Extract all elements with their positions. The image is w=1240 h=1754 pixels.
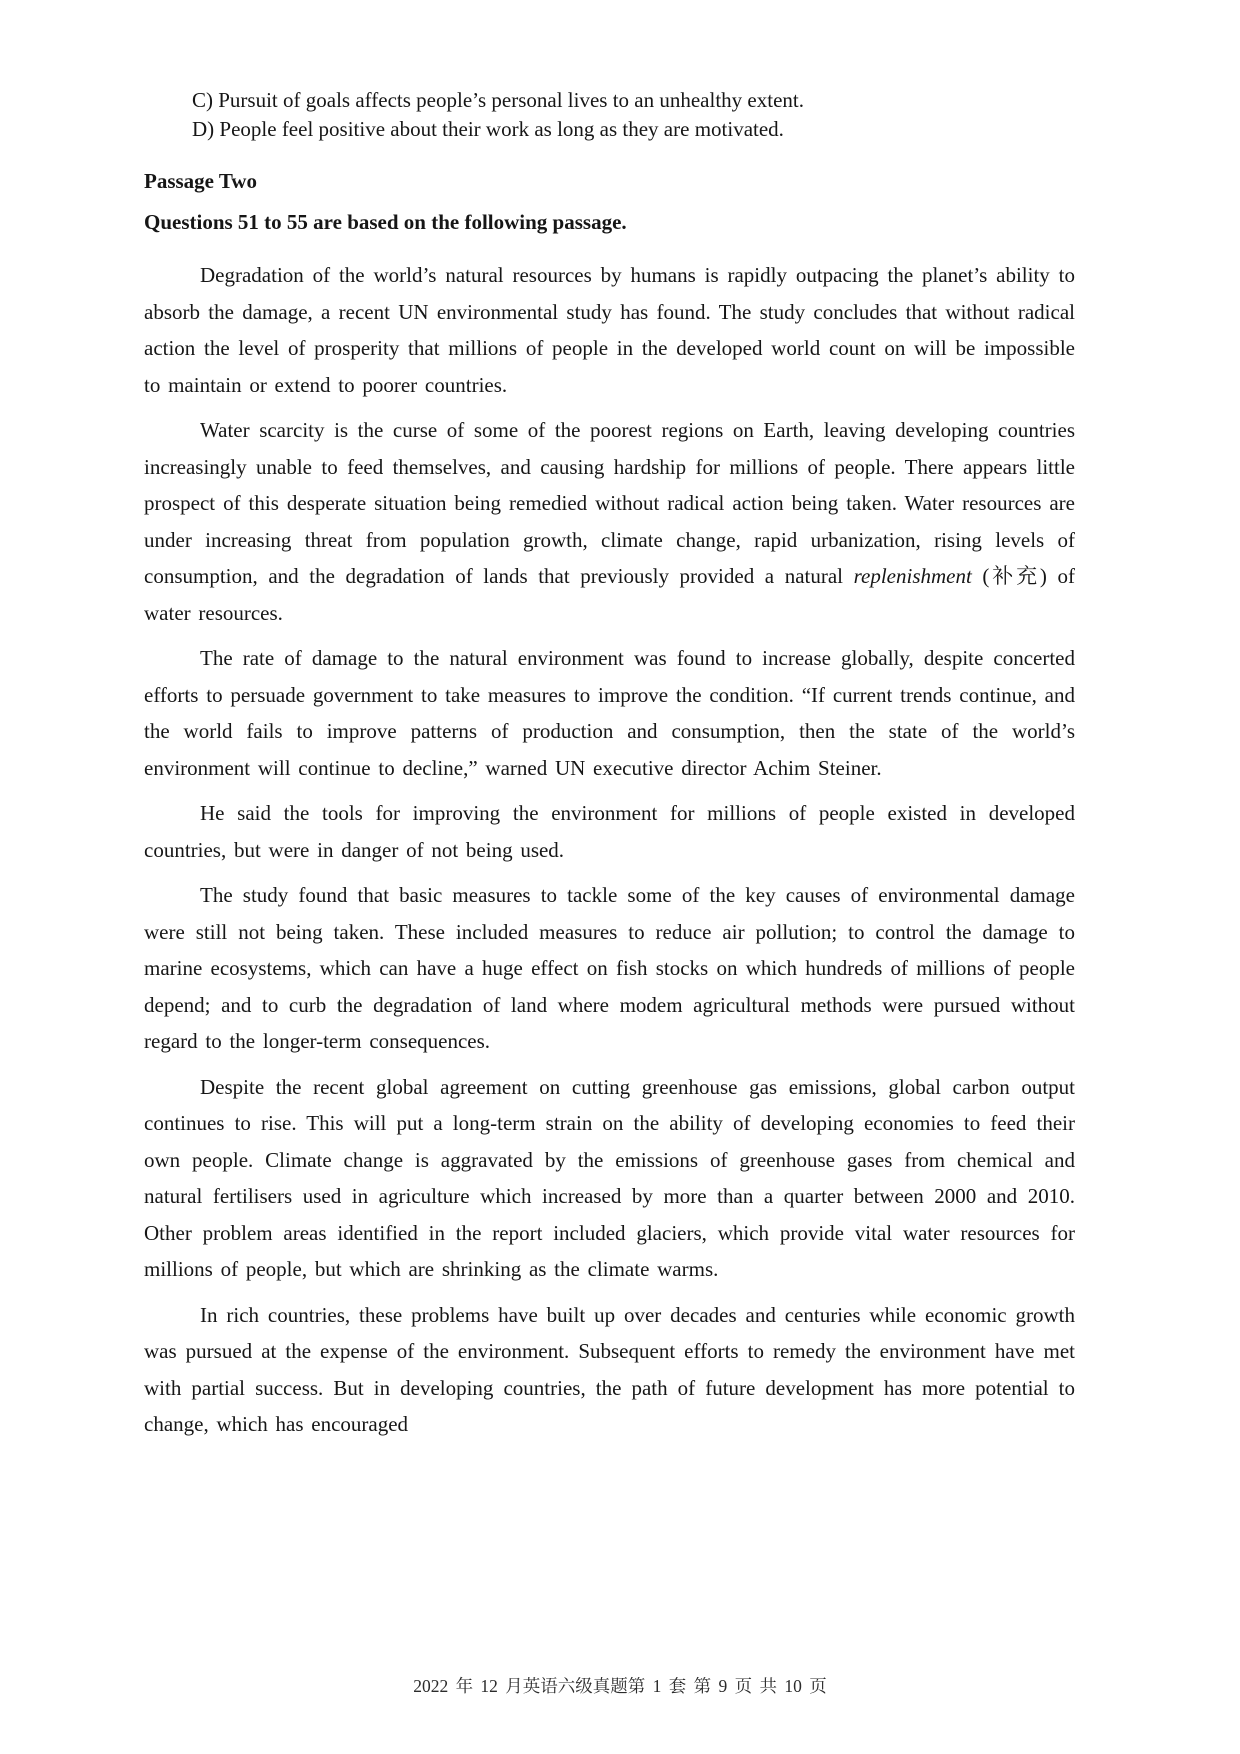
option-d: D) People feel positive about their work as long as they are motivated. [192,117,784,141]
paragraph-rich-countries: In rich countries, these problems have built up over decades and centuries while economic growth was pursued at the expense of the environment. Subsequent efforts to remedy the environment have met with partial success. But in developing countries, the path of future development has more potential to change, which has encouraged [144,1302,1075,1436]
paragraph-text-after-gloss: (补充) of water resources. [144,564,1076,625]
passage-two-heading: Passage Two [144,169,257,193]
page-footer: 2022 年 12 月英语六级真题第 1 套 第 9 页 共 10 页 [413,1676,827,1696]
paragraph-tools-for-improving: He said the tools for improving the environment for millions of people existed in developed countries, but were in danger of not being used. [144,801,1075,862]
glossed-word-replenishment: replenishment [853,564,972,588]
paragraph-text-before-gloss: Water scarcity is the curse of some of the poorest regions on Earth, leaving developing countries increasingly unable to feed themselves, and causing hardship for millions of people. There appears little prospect of this desperate situation being remedied without radical action being taken. Water resources are under increasing threat from population growth, climate change, rapid urbanization, rising levels of consumption, and the degradation of lands that previously provided a natural [144,418,1075,588]
paragraph-greenhouse-emissions: Despite the recent global agreement on cutting greenhouse gas emissions, global carbon output continues to rise. This will put a long-term strain on the ability of developing economies to feed their own people. Climate change is aggravated by the emissions of greenhouse gases from chemical and natural fertilisers used in agriculture which increased by more than a quarter between 2000 and 2010. Other problem areas identified in the report included glaciers, which provide vital water resources for millions of people, but which are shrinking as the climate warms. [144,1074,1075,1281]
answer-options [192,86,1075,144]
option-c: C) Pursuit of goals affects people’s personal lives to an unhealthy extent. [192,88,804,112]
passage-header [144,161,1075,243]
paragraph-degradation: Degradation of the world’s natural resources by humans is rapidly outpacing the planet’s ability to absorb the damage, a recent UN environmental study has found. The study concludes that without radical action the level of prosperity that millions of people in the developed world count on will be impossible to maintain or extend to poorer countries. [144,263,1075,397]
paragraph-rate-of-damage: The rate of damage to the natural environment was found to increase globally, despite concerted efforts to persuade government to take measures to improve the condition. “If current trends continue, and the world fails to improve patterns of production and consumption, then the state of the world’s environment will continue to decline,” warned UN executive director Achim Steiner. [144,646,1075,780]
paragraph-water-scarcity [144,412,1075,631]
questions-range-heading: Questions 51 to 55 are based on the following passage. [144,210,627,234]
paragraph-basic-measures: The study found that basic measures to tackle some of the key causes of environmental damage were still not being taken. These included measures to reduce air pollution; to control the damage to marine ecosystems, which can have a huge effect on fish stocks on which hundreds of millions of people depend; and to curb the degradation of land where modem agricultural methods were pursued without regard to the longer-term consequences. [144,883,1075,1053]
